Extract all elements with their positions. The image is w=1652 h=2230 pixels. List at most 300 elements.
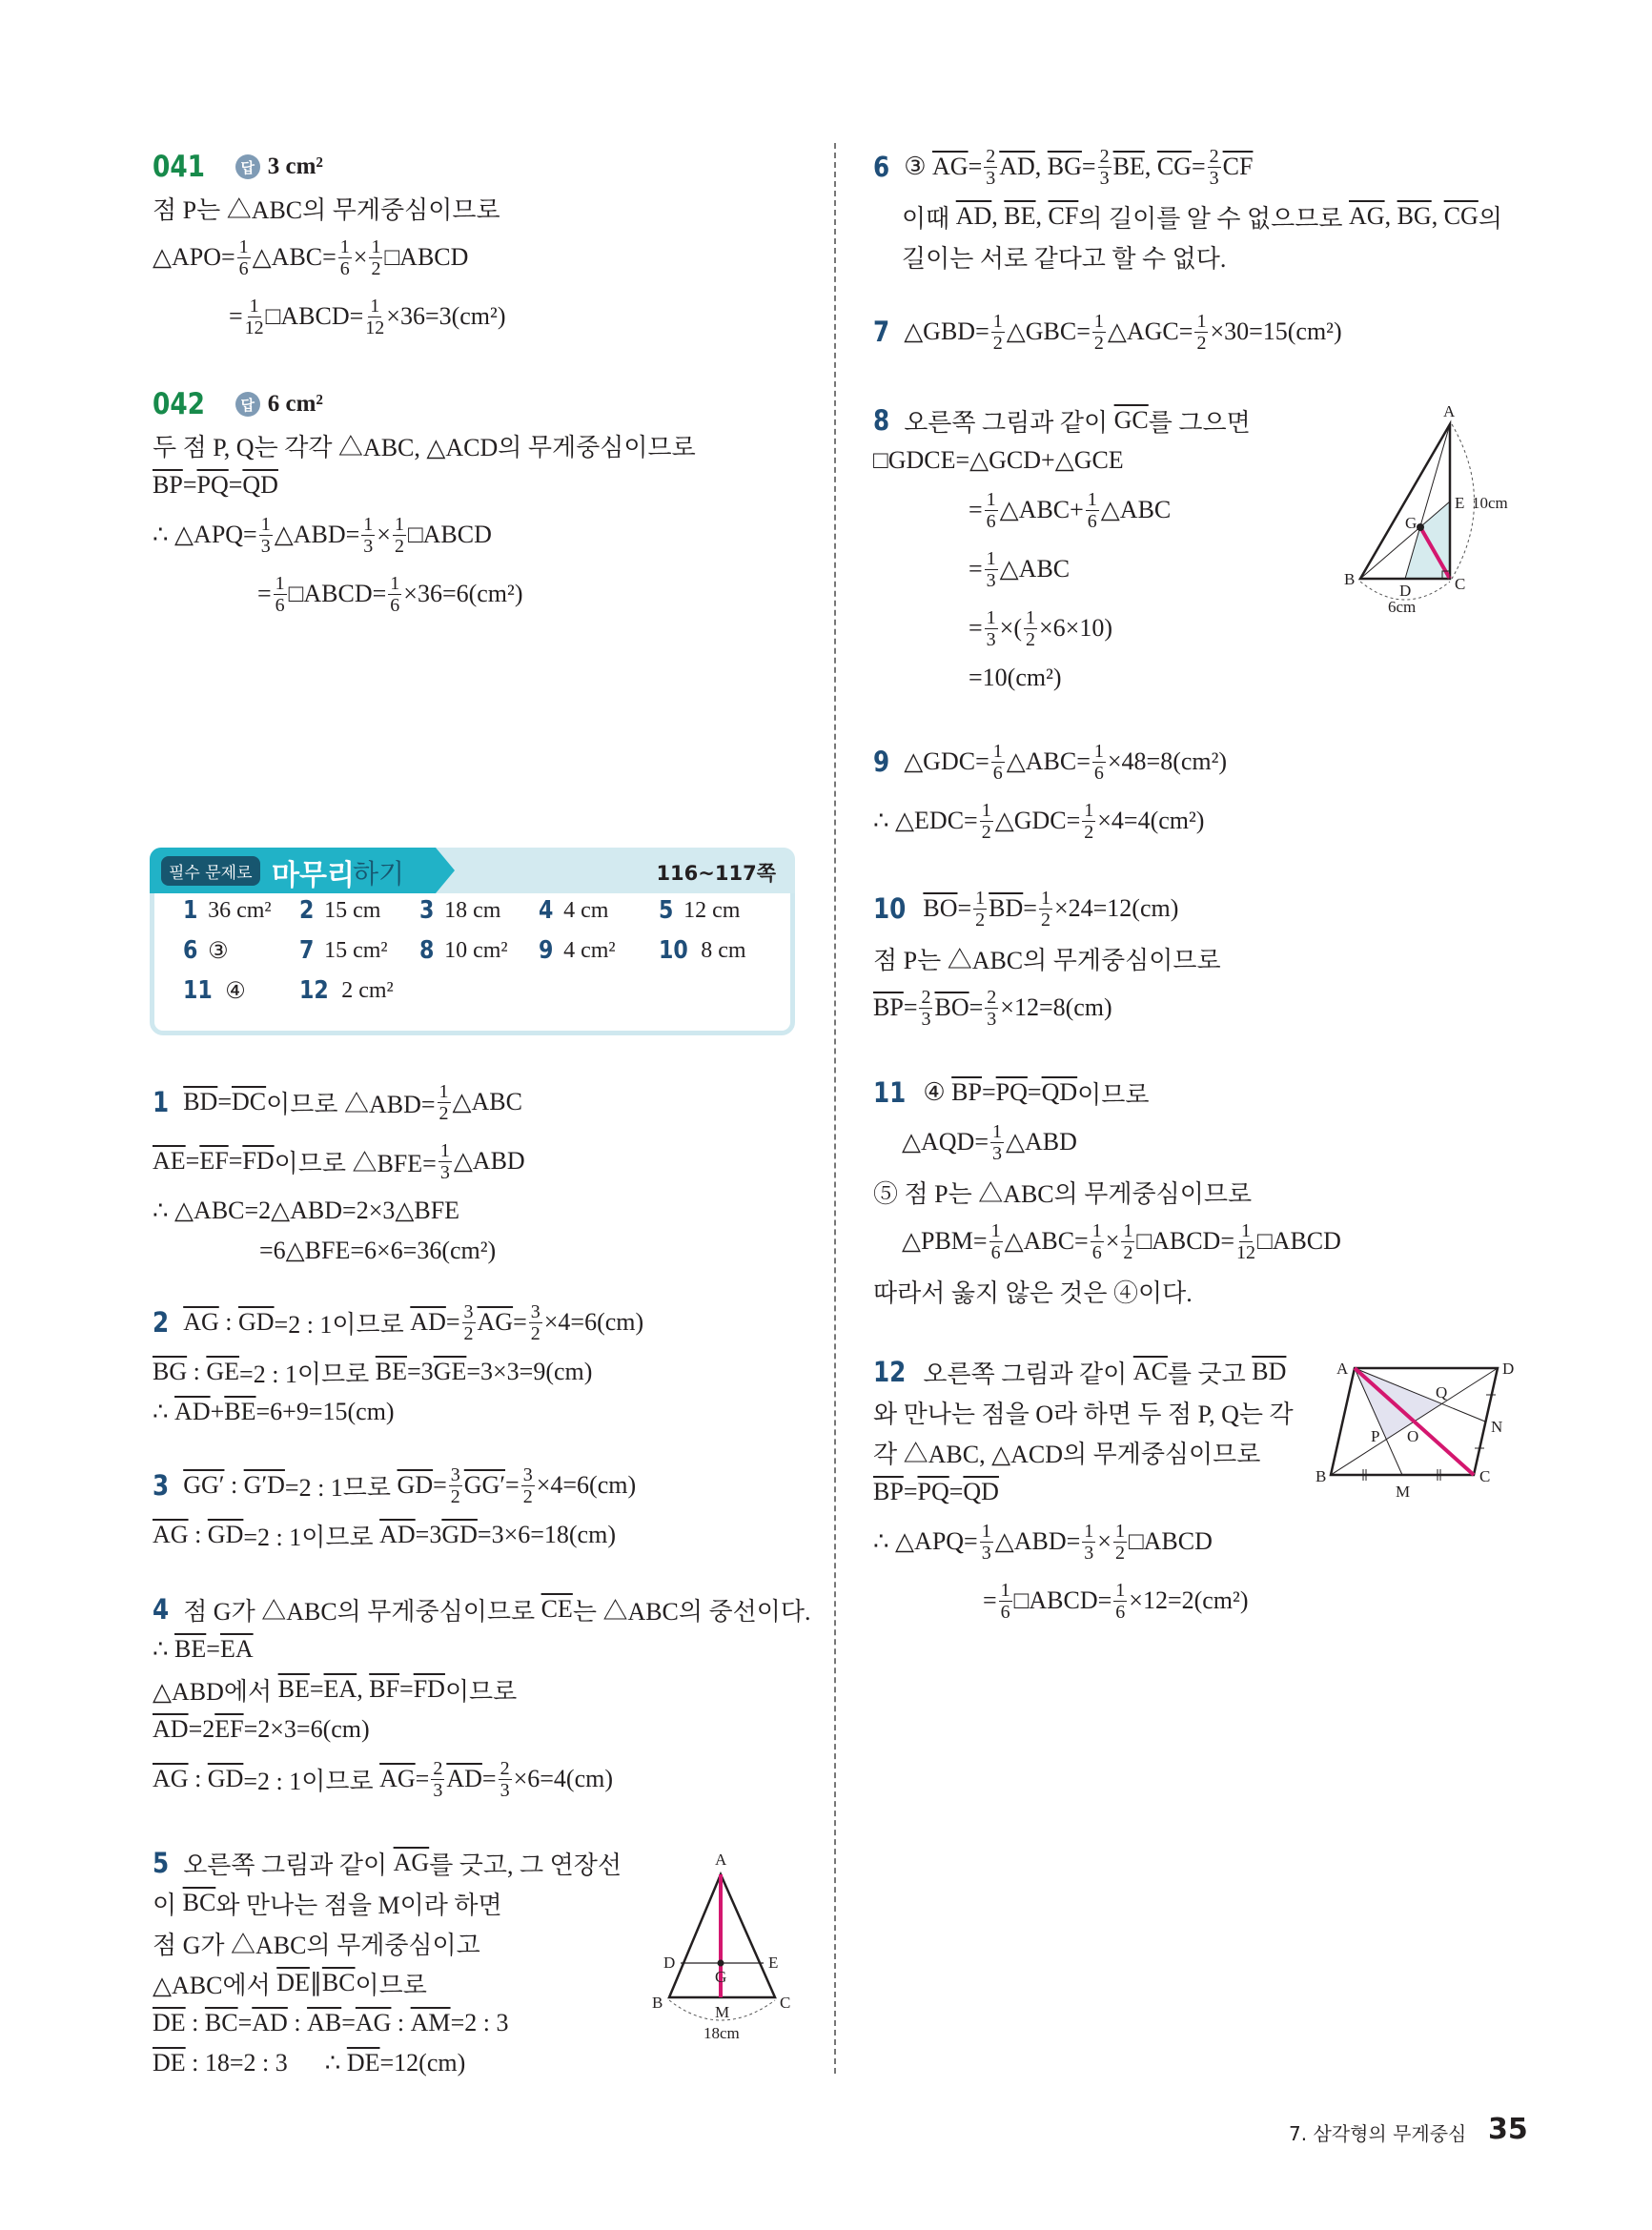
segment-name: $\overline{AG}$ [477, 1308, 514, 1336]
solution-lines [873, 400, 1251, 698]
label-length-bc: 6cm [1388, 598, 1417, 616]
fraction [1039, 888, 1052, 931]
figure-12-parallelogram [1296, 1344, 1544, 1516]
label-length: 18cm [704, 2024, 740, 2042]
text-run: 이므로 [444, 1677, 518, 1706]
text-run: = [969, 496, 983, 523]
fraction [1091, 1220, 1104, 1263]
text-run: ×6=4(cm) [513, 1765, 613, 1792]
text-run: ∴ [153, 1635, 175, 1663]
label-e: E [768, 1954, 779, 1972]
review-answer-box [150, 848, 795, 1035]
numerator: 1 [439, 1139, 450, 1161]
segment-name: $\overline{BC}$ [321, 1969, 356, 1996]
fraction [973, 888, 987, 931]
numerator: 1 [1115, 1579, 1126, 1601]
segment-name: $\overline{BG}$ [153, 1358, 188, 1385]
numerator: 2 [986, 145, 996, 167]
segment-name: $\overline{AG}$ [355, 2009, 392, 2036]
text-run: , [1384, 202, 1397, 230]
text-run: 길이는 서로 같다고 할 수 없다. [902, 244, 1227, 273]
text-run: = [228, 471, 243, 499]
fraction [985, 489, 998, 532]
solution-line [873, 481, 1251, 540]
text-run: : [187, 1358, 207, 1385]
denominator: 2 [1093, 332, 1104, 354]
text-run: △PBM= [902, 1227, 988, 1255]
solution-line [153, 1191, 525, 1231]
centroid-point [1417, 523, 1424, 531]
solution-line [153, 1709, 810, 1749]
segment-name: $\overline{QD}$ [1041, 1078, 1078, 1106]
text-run: = [229, 302, 243, 330]
review-title-bold: 마무리 [272, 859, 355, 892]
denominator: 3 [260, 535, 271, 557]
text-run: = [217, 1088, 232, 1115]
solution-line [873, 1352, 1294, 1392]
answer-item [299, 976, 394, 1005]
solution-lines [153, 425, 696, 624]
segment-name: $\overline{CF}$ [1222, 153, 1254, 180]
fraction [1113, 1580, 1127, 1623]
answer-number: 7 [299, 936, 315, 965]
denominator: 2 [992, 332, 1003, 354]
denominator: 6 [1093, 762, 1104, 784]
fraction [438, 1140, 452, 1183]
text-run: ×30=15(cm²) [1210, 317, 1342, 345]
text-run: △ABD [453, 1147, 525, 1175]
answer-value: 6 cm² [267, 391, 323, 417]
solution-line [153, 564, 696, 624]
segment-name: $\overline{BP}$ [153, 471, 183, 499]
text-run: □GDCE=△GCD+△GCE [873, 446, 1124, 474]
fraction [1092, 741, 1106, 784]
solution-number: 8 [873, 404, 890, 437]
label-m: M [1396, 1483, 1411, 1501]
text-run: + [210, 1398, 225, 1425]
segment-name: $\overline{BE}$ [375, 1358, 408, 1385]
numerator: 1 [1240, 1219, 1251, 1241]
text-run: = [981, 1078, 996, 1106]
solution-line [153, 1515, 636, 1555]
denominator: 3 [992, 1142, 1002, 1164]
segment-name: $\overline{AD}$ [174, 1398, 211, 1425]
text-run: 의 [1478, 204, 1502, 233]
text-run: ∴ [153, 1398, 175, 1425]
segment-name: $\overline{DC}$ [231, 1088, 267, 1115]
segment-name: $\overline{EA}$ [219, 1635, 254, 1663]
segment-name: $\overline{BE}$ [1112, 153, 1145, 180]
numerator: 1 [1091, 1219, 1102, 1241]
solution-12 [873, 1352, 1294, 1630]
answer-number: 8 [419, 936, 435, 965]
solution-line [153, 1883, 622, 1923]
solution-lines [153, 1589, 810, 1809]
solution-lines [873, 1073, 1341, 1311]
text-run: △AGC= [1107, 317, 1193, 345]
segment-name: $\overline{PQ}$ [995, 1078, 1028, 1106]
answer-item [183, 896, 272, 925]
text-run: 를 긋고 [1167, 1360, 1253, 1388]
text-run: = [1191, 153, 1206, 180]
solution-line [873, 137, 1502, 196]
segment-name: $\overline{PQ}$ [196, 471, 229, 499]
solution-line [873, 938, 1221, 978]
column-divider [834, 143, 836, 2074]
review-pages: 116~117쪽 [656, 862, 776, 885]
denominator: 3 [986, 628, 996, 650]
fraction [393, 514, 406, 557]
text-run: 이므로 [355, 1971, 427, 1999]
denominator: 3 [986, 569, 996, 591]
text-run: 따라서 옳지 않은 것은 ④이다. [873, 1279, 1193, 1307]
solution-number: 9 [873, 746, 890, 778]
segment-name: GG′ [183, 1471, 225, 1499]
label-m: M [715, 2003, 730, 2021]
segment-name: $\overline{AG}$ [1349, 202, 1385, 230]
numerator: 1 [260, 513, 271, 535]
review-title-rest: 하기 [353, 858, 405, 890]
fraction [1194, 311, 1208, 354]
solution-line [873, 791, 1227, 850]
solution-line [873, 732, 1227, 791]
solution-line [153, 1456, 636, 1515]
solution-line [873, 1392, 1294, 1432]
answer-text: 4 cm [563, 897, 609, 923]
fraction [985, 548, 998, 591]
solution-line [153, 228, 505, 287]
text-run: = [185, 1147, 200, 1175]
segment-name: $\overline{BG}$ [1397, 202, 1432, 230]
problem-header [153, 383, 696, 425]
denominator: 2 [463, 1322, 474, 1344]
denominator: 2 [438, 1102, 449, 1124]
diagonal-ac [1355, 1368, 1474, 1475]
answer-text: 4 cm² [563, 937, 616, 963]
solution-1 [153, 1073, 525, 1271]
answer-text: 12 cm [683, 897, 741, 923]
fraction [521, 1464, 535, 1507]
solution-lines [873, 302, 1342, 361]
text-run: × [377, 521, 391, 548]
numerator: 1 [339, 235, 350, 257]
text-run: = [903, 993, 918, 1021]
segment-name: $\overline{BG}$ [1047, 153, 1082, 180]
text-run: = [445, 1308, 460, 1336]
solution-line [153, 425, 696, 465]
fraction [984, 146, 997, 189]
segment-name: $\overline{GD}$ [207, 1765, 244, 1792]
problem-042 [153, 383, 696, 624]
text-run: × [1105, 1227, 1120, 1255]
chapter-title: 7. 삼각형의 무게중심 [1289, 2122, 1467, 2145]
answer-item [419, 896, 500, 925]
text-run: =2 [188, 1715, 215, 1743]
solution-number: 11 [873, 1076, 907, 1109]
denominator: 2 [530, 1322, 540, 1344]
numerator: 1 [438, 1080, 449, 1102]
label-n: N [1491, 1418, 1503, 1436]
denominator: 6 [1091, 1241, 1102, 1263]
text-run: ×36=6(cm²) [403, 580, 523, 607]
segment-name: $\overline{BD}$ [1252, 1358, 1287, 1385]
text-run: , [1431, 202, 1444, 230]
segment-name: $\overline{BD}$ [183, 1088, 218, 1115]
answer-text: 36 cm² [208, 897, 272, 923]
text-run: = [341, 2009, 356, 2036]
solution-line [153, 1132, 525, 1191]
text-run: 점 P는 △ABC의 무게중심이므로 [153, 195, 500, 224]
text-run: ×36=3(cm²) [386, 302, 506, 330]
numerator: 1 [275, 572, 285, 594]
denominator: 12 [365, 317, 385, 338]
fraction [438, 1081, 451, 1124]
text-run: × [1097, 1527, 1112, 1555]
segment-name: $\overline{AD}$ [252, 2009, 288, 2036]
segment-name: $\overline{BP}$ [873, 993, 904, 1021]
text-run: = [206, 1635, 220, 1663]
answer-text: 15 cm [324, 897, 381, 923]
text-run: 이 [153, 1891, 183, 1919]
label-c: C [1455, 575, 1466, 593]
text-run: ∴ △APQ= [153, 521, 257, 548]
solution-number: 1 [153, 1086, 170, 1118]
numerator: 2 [433, 1757, 443, 1779]
solution-6 [873, 137, 1502, 276]
numerator: 1 [1093, 310, 1104, 332]
denominator: 2 [1084, 821, 1094, 843]
denominator: 6 [1087, 510, 1097, 532]
fraction [1098, 146, 1112, 189]
text-run: □ABCD [1256, 1227, 1341, 1255]
segment-name: $\overline{DE}$ [153, 2009, 186, 2036]
text-run: 점 P는 △ABC의 무게중심이므로 [873, 946, 1221, 974]
problem-number: 042 [153, 387, 206, 421]
solution-lines [873, 879, 1221, 1037]
text-run: ⑤ 점 P는 △ABC의 무게중심이므로 [873, 1179, 1253, 1208]
text-run: =2×3=6(cm) [243, 1715, 370, 1743]
solution-line [153, 1293, 643, 1352]
text-run: △ABC= [252, 243, 337, 271]
fraction [990, 1121, 1004, 1164]
numerator: 3 [522, 1463, 533, 1485]
segment-name: $\overline{AG}$ [393, 1849, 430, 1876]
text-run: =10(cm²) [969, 664, 1062, 691]
denominator: 6 [986, 510, 996, 532]
numerator: 1 [1093, 740, 1104, 762]
text-run: = [983, 1586, 997, 1614]
segment-name: $\overline{FD}$ [242, 1147, 275, 1175]
label-e: E [1455, 494, 1465, 512]
text-run: △ABD [1006, 1128, 1077, 1156]
solution-number: 6 [873, 151, 890, 183]
text-run: 오른쪽 그림과 같이 [183, 1851, 394, 1879]
denominator: 6 [339, 257, 350, 279]
fraction [1082, 1521, 1095, 1564]
segment-name: $\overline{BE}$ [1004, 202, 1036, 230]
segment-name: $\overline{EA}$ [323, 1675, 357, 1703]
text-run: = [513, 1308, 527, 1336]
numerator: 2 [1209, 145, 1219, 167]
solution-line [873, 1271, 1341, 1311]
answer-item [539, 896, 608, 925]
segment-name: $\overline{BC}$ [182, 1889, 216, 1916]
numerator: 1 [992, 310, 1003, 332]
answer-item [183, 936, 229, 965]
numerator: 1 [238, 235, 249, 257]
text-run: =3×3=9(cm) [466, 1358, 593, 1385]
segment-name: $\overline{AG}$ [379, 1765, 416, 1792]
text-run: = [957, 894, 972, 922]
segment-name: $\overline{GD}$ [397, 1471, 434, 1499]
fraction [1236, 1220, 1255, 1263]
denominator: 6 [390, 594, 400, 616]
fraction [991, 311, 1005, 354]
denominator: 3 [1209, 167, 1219, 189]
review-tag: 필수 문제로 [161, 856, 260, 886]
text-run: = [415, 1765, 430, 1792]
solution-number: 3 [153, 1469, 170, 1502]
text-run: =2 : 1이므로 [274, 1310, 411, 1339]
answer-text: ④ [225, 978, 246, 1004]
segment-name: G′D [243, 1471, 285, 1499]
solution-line [873, 236, 1502, 276]
segment-name: $\overline{AB}$ [307, 2009, 342, 2036]
solution-line [873, 1212, 1341, 1271]
text-run: △GDC= [904, 747, 989, 775]
numerator: 1 [981, 1520, 991, 1542]
solution-lines [873, 732, 1227, 850]
numerator: 2 [500, 1757, 510, 1779]
text-run: □ABCD= [265, 302, 364, 330]
solution-lines [873, 137, 1502, 276]
solution-line [153, 1669, 810, 1709]
answer-text: 2 cm² [341, 977, 394, 1003]
answer-item [419, 936, 508, 965]
denominator: 2 [450, 1485, 460, 1507]
solution-line [873, 196, 1502, 236]
fraction [991, 741, 1005, 784]
solution-line [153, 465, 696, 505]
denominator: 3 [1084, 1542, 1094, 1564]
text-run: = [969, 555, 983, 583]
segment-name: $\overline{GD}$ [237, 1308, 275, 1336]
fraction [1092, 311, 1106, 354]
fraction [919, 987, 932, 1030]
fraction [1208, 146, 1221, 189]
text-run: : [218, 1308, 238, 1336]
solution-number: 12 [873, 1356, 907, 1388]
fraction [338, 236, 352, 279]
fraction [237, 236, 251, 279]
answer-text: 15 cm² [324, 937, 388, 963]
solution-line [873, 540, 1251, 599]
solution-line [873, 1571, 1294, 1630]
denominator: 6 [990, 1241, 1001, 1263]
numerator: 1 [363, 513, 374, 535]
answer-item [659, 896, 740, 925]
solution-number: 4 [153, 1593, 170, 1626]
numerator: 1 [992, 740, 1003, 762]
solution-5 [153, 1843, 622, 2083]
solution-line [153, 1963, 622, 2003]
segment-name: $\overline{GE}$ [433, 1358, 467, 1385]
solution-line [873, 978, 1221, 1037]
problem-header [153, 146, 505, 188]
text-run: =2 : 3 [450, 2009, 509, 2036]
text-run: = [399, 1675, 414, 1703]
numerator: 1 [992, 1120, 1002, 1142]
answer-badge-icon: 답 [235, 392, 260, 417]
denominator: 3 [921, 1008, 931, 1030]
text-run: 의 길이를 알 수 없으므로 [1078, 204, 1350, 233]
fraction [529, 1301, 542, 1344]
text-run: =2 : 1이므로 [239, 1360, 376, 1388]
solution-number: 10 [873, 892, 907, 925]
denominator: 2 [522, 1485, 533, 1507]
fraction [989, 1220, 1003, 1263]
solution-line [153, 2043, 622, 2083]
solution-line [873, 879, 1221, 938]
text-run: =3 [407, 1358, 434, 1385]
fraction [1024, 607, 1037, 650]
numerator: 1 [986, 606, 996, 628]
text-run: △GDC= [994, 807, 1081, 834]
text-run: △ABC= [1004, 1227, 1089, 1255]
segment-name: $\overline{DE}$ [153, 2049, 186, 2077]
solution-line [873, 440, 1251, 481]
text-run: , [1144, 153, 1157, 180]
segment-name: $\overline{BF}$ [369, 1675, 400, 1703]
segment-name: $\overline{GE}$ [206, 1358, 240, 1385]
solution-3 [153, 1456, 636, 1555]
segment-name: $\overline{BE}$ [174, 1635, 207, 1663]
solution-line [153, 1231, 525, 1271]
text-run: =2 : 1이므로 [243, 1523, 380, 1551]
figure-8-triangle [1335, 400, 1535, 629]
numerator: 1 [1000, 1579, 1010, 1601]
segment-name: $\overline{AD}$ [410, 1308, 446, 1336]
text-run: □ABCD [1128, 1527, 1213, 1555]
segment-name: $\overline{DE}$ [276, 1969, 310, 1996]
fraction [462, 1301, 476, 1344]
text-run: △ABD에서 [153, 1677, 278, 1706]
text-run: 를 그으면 [1148, 408, 1251, 437]
solution-8 [873, 400, 1251, 698]
text-run: 는 △ABC의 중선이다. [572, 1597, 811, 1626]
text-run: × [353, 243, 368, 271]
segment-name: $\overline{EF}$ [214, 1715, 244, 1743]
text-run: =6△BFE=6×6=36(cm²) [259, 1237, 497, 1264]
text-run: △ABC= [1006, 747, 1091, 775]
denominator: 6 [1000, 1601, 1010, 1623]
numerator: 2 [987, 986, 997, 1008]
text-run: = [1027, 1078, 1042, 1106]
answer-item [539, 936, 616, 965]
fraction [369, 236, 382, 279]
label-b: B [1344, 570, 1356, 588]
text-run: 이때 [902, 204, 956, 233]
numerator: 1 [981, 799, 991, 821]
denominator: 3 [987, 1008, 997, 1030]
review-header [150, 848, 795, 893]
text-run: = [903, 1478, 918, 1505]
segment-name: $\overline{BO}$ [923, 894, 958, 922]
solution-9 [873, 732, 1227, 850]
text-run: = [309, 1675, 324, 1703]
segment-name: $\overline{AD}$ [379, 1521, 416, 1548]
text-run: □ABCD= [1136, 1227, 1234, 1255]
